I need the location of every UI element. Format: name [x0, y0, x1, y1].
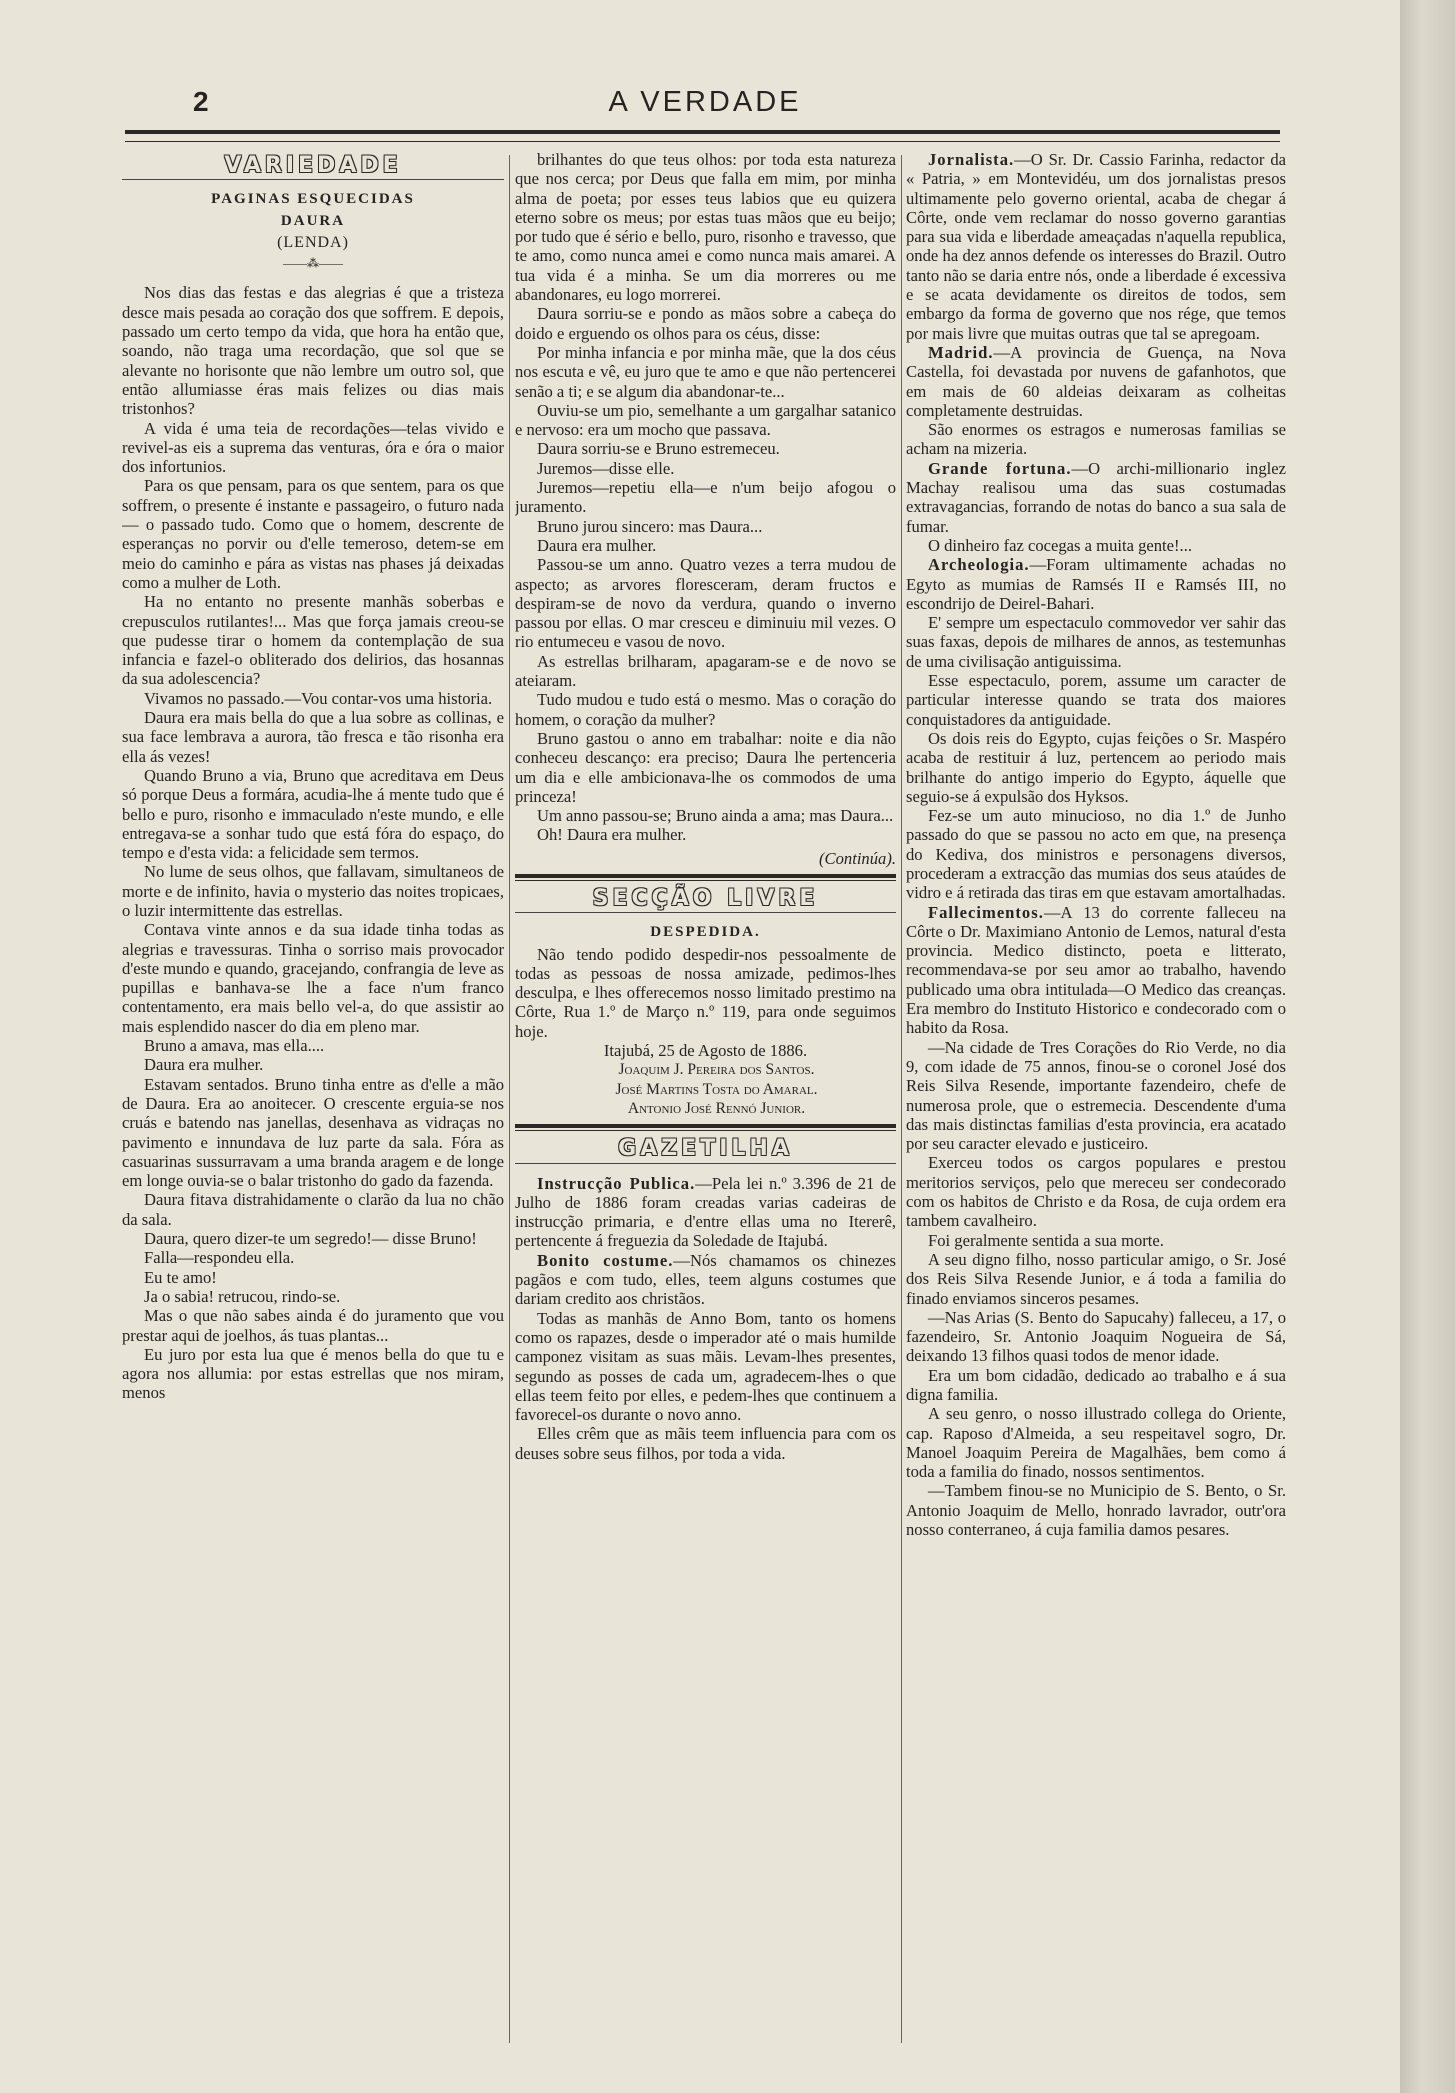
story-label: (LENDA): [277, 233, 349, 251]
section-rule: [515, 912, 896, 913]
subtitle: PAGINAS ESQUECIDAS: [211, 191, 415, 208]
item-text: —Nas Arias (S. Bento do Sapucahy) falleceu, a 17, o fazendeiro, Sr. Antonio Joaquim Nogueira de Sá, deixando 13 filhos quasi todos de menor idade.: [906, 1307, 1286, 1366]
section-rule: [515, 1124, 896, 1131]
news-body: [906, 150, 1286, 1539]
scan-edge: [1400, 0, 1455, 2093]
news-item: [906, 1153, 1286, 1230]
item-text: —Na cidade de Tres Corações do Rio Verde, no dia 9, com idade de 75 annos, finou-se o coronel José dos Reis Silva Resende, importante fazendeiro, chefe de numerosa prole, que o estremecia. Descendente d'uma das mais distinctas familias d'esta provincia, era acatado por seu caracter elevado e justiceiro.: [906, 1037, 1286, 1154]
item-text: —A 13 do corrente falleceu na Côrte o Dr. Maximiano Antonio de Lemos, natural d'esta provincia. Medico distincto, poeta e litterato, recommendava-se por seu amor ao trabalho, havendo publicado uma obra intitulada—O Medico das creanças. Era membro do Instituto Historico e condecorado com o habito da Rosa.: [906, 902, 1286, 1038]
section-rule: [515, 874, 896, 881]
news-item: [906, 1038, 1286, 1154]
story-paragraph: Daura era mulher.: [537, 535, 657, 555]
news-item: [906, 1366, 1286, 1405]
item-text: O dinheiro faz cocegas a muita gente!...: [928, 535, 1193, 555]
item-keyword: Madrid.: [928, 342, 994, 362]
story-paragraph: brilhantes do que teus olhos: por toda esta natureza que nos cerca; por Deus que falla em mim, por minha alma de poeta; por esses teus labios que eu quizera eterno sobre os meus; por estas tuas mãos que eu beijo; por tudo que é sério e bello, puro, risonho e travesso, que te amo, como nunca amei e como nunca mais amarei. A tua vida é a minha. Se um dia morreres ou me abandonares, eu logo morrerei.: [515, 150, 896, 305]
news-item: [906, 903, 1286, 1038]
news-item: [906, 1231, 1286, 1250]
story-paragraph: Daura era mais bella do que a lua sobre as collinas, e sua face lembrava a aurora, tão fresca e tão risonha era ella ás vezes!: [122, 708, 504, 766]
story-paragraph: Bruno jurou sincero: mas Daura...: [537, 516, 763, 536]
item-text: —Nós chamamos os chinezes pagãos e com tudo, elles, teem alguns costumes que dariam credito aos christãos.: [515, 1250, 896, 1309]
continua-label: (Continúa).: [819, 848, 896, 868]
story-paragraph: Oh! Daura era mulher.: [537, 825, 687, 845]
item-text: —Foram ultimamente achadas no Egyto as mumias de Ramsés II e Ramsés III, no escondrijo de Deirel-Bahari.: [906, 555, 1286, 613]
story-paragraph: Passou-se um anno. Quatro vezes a terra mudou de aspecto; as arvores floresceram, deram fructos e despiram-se de novo da verdura, quando o inverno passou por ellas. O mar cresceu e diminuiu mil vezes. O rio entumeceu e vasou de novo.: [515, 555, 896, 652]
item-text: Foi geralmente sentida a sua morte.: [928, 1230, 1164, 1250]
story-paragraph: Bruno a amava, mas ella....: [144, 1036, 325, 1056]
item-text: —Tambem finou-se no Municipio de S. Bento, o Sr. Antonio Joaquim de Mello, honrado lavrador, outr'ora nosso conterraneo, á cuja familia damos pesares.: [906, 1481, 1286, 1540]
item-text: Era um bom cidadão, dedicado ao trabalho e á sua digna familia.: [906, 1365, 1286, 1404]
story-paragraph: No lume de seus olhos, que fallavam, simultaneos de morte e de infinito, havia o mysterio das noites tropicaes, o luzir intermittente das estrellas.: [122, 862, 504, 920]
news-item: [906, 459, 1286, 536]
header-rule: [125, 130, 1280, 142]
story-paragraph: Daura sorriu-se e Bruno estremeceu.: [537, 439, 780, 459]
item-text: —Pela lei n.º 3.396 de 21 de Julho de 1886 foram creadas varias cadeiras de instrucção primaria, e d'entre ellas uma no Itererê, pertencente á freguezia da Soledade de Itajubá.: [515, 1173, 896, 1251]
story-paragraph: Juremos—disse elle.: [537, 458, 675, 478]
news-item: [515, 1174, 896, 1251]
news-item: [906, 343, 1286, 420]
story-paragraph: Um anno passou-se; Bruno ainda a ama; mas Daura...: [537, 806, 894, 826]
story-paragraph: Bruno gastou o anno em trabalhar: noite e dia não conheceu descanço: era preciso; Daura lhe pertenceria um dia e elle ambicionava-lhe os commodos de uma princeza!: [515, 728, 896, 806]
item-text: —O archi-millionario inglez Machay realisou uma das suas costumadas extravagancias, forrando de notas do banco a sua sala de fumar.: [906, 458, 1286, 536]
news-item: [515, 1309, 896, 1425]
signature: Antonio José Rennó Junior.: [627, 1099, 806, 1117]
column-divider: [901, 155, 902, 2043]
column-divider: [509, 155, 510, 2043]
section-title-seccao-livre: SECÇÃO LIVRE: [592, 885, 819, 911]
story-paragraph: Nos dias das festas e das alegrias é que a tristeza desce mais pesada ao coração dos que soffrem. E depois, passado um certo tempo da vida, que hora ha então que, soando, não traga uma recordação, que sol que se alevante no horisonte que não lembre um outro sol, que então allumiasse éras mais felizes ou dias mais tristonhos?: [122, 283, 504, 419]
story-paragraph: Daura sorriu-se e pondo as mãos sobre a cabeça do doido e erguendo os olhos para os céus, disse:: [515, 304, 896, 343]
story-paragraph: Contava vinte annos e da sua idade tinha todas as alegrias e travessuras. Tinha o sorriso mais provocador d'este mundo e quando, gracejando, confrangia de leve as pupillas e banhava-se lhe a face n'um franco contentamento, era mais bello vel-a, do que assistir ao mais esplendido nascer do dia em pleno mar.: [122, 920, 504, 1036]
item-text: Todas as manhãs de Anno Bom, tanto os homens como os rapazes, desde o imperador até o mais humilde camponez visitam as suas mãis. Levam-lhes presentes, segundo as posses de cada um, agradecem-lhes o que ellas teem feito por elles, e pedem-lhes que continuem a favorecel-os durante o novo anno.: [515, 1308, 896, 1425]
news-item: [906, 613, 1286, 671]
news-item: [906, 1404, 1286, 1481]
story-continuation: [515, 150, 896, 845]
story-paragraph: Por minha infancia e por minha mãe, que la dos céus nos escuta e vê, eu juro que te amo e que não pertencerei senão a ti; e se algum dia abandonar-te...: [515, 342, 896, 401]
item-text: Esse espectaculo, porem, assume um caracter de particular interesse quando se trata dos maiores conquistadores da antiguidade.: [906, 671, 1286, 729]
item-text: —A provincia de Guença, na Nova Castella, foi devastada por nuvens de gafanhotos, que em mais de 60 aldeias deixaram as colheitas completamente destruidas.: [906, 342, 1286, 420]
news-item: [906, 420, 1286, 459]
item-text: Elles crêm que as mãis teem influencia para com os deuses sobre seus filhos, por toda a vida.: [515, 1424, 896, 1463]
item-keyword: Grande fortuna.: [928, 458, 1072, 478]
story-paragraph: Tudo mudou e tudo está o mesmo. Mas o coração do homem, o coração da mulher?: [515, 690, 896, 729]
news-item: [906, 671, 1286, 729]
news-item: [906, 1481, 1286, 1539]
story-paragraph: Daura fitava distrahidamente o clarão da lua no chão da sala.: [122, 1190, 504, 1229]
story-paragraph: A vida é uma teia de recordações—telas vivido e revivel-as eis a suprema das venturas, óra e óra o maior dos infortunios.: [122, 418, 504, 477]
column-middle: [515, 150, 896, 2043]
page-header: [125, 80, 1285, 130]
news-item: [906, 150, 1286, 343]
item-text: Exerceu todos os cargos populares e prestou meritorios serviços, pelo que mereceu ser condecorado com os habitos de Christo e da Rosa, de cuja ordem era tambem cavalheiro.: [906, 1153, 1286, 1231]
story-paragraph: Vivamos no passado.—Vou contar-vos uma historia.: [144, 688, 493, 708]
section-rule: [122, 179, 504, 180]
news-item: [515, 1424, 896, 1463]
signature: Joaquim J. Pereira dos Santos.: [618, 1061, 815, 1079]
story-paragraph: Mas o que não sabes ainda é do juramento que vou prestar aqui de joelhos, ás tuas plantas...: [122, 1306, 504, 1345]
story-paragraph: Ja o sabia! retrucou, rindo-se.: [144, 1286, 341, 1306]
news-item: [906, 806, 1286, 902]
item-keyword: Archeologia.: [928, 555, 1030, 575]
section-title-variedade: VARIEDADE: [224, 153, 402, 178]
item-text: Os dois reis do Egypto, cujas feições o Sr. Maspéro acaba de restituir á luz, pertencem ao periodo mais brilhante do antigo imperio do Egypto, áquelle que seguio-se á expulsão dos Hyksos.: [906, 728, 1286, 806]
item-text: A seu digno filho, nosso particular amigo, o Sr. José dos Reis Silva Resende Junior, e á toda a familia do finado enviamos sinceros pesames.: [906, 1249, 1286, 1308]
story-paragraph: Estavam sentados. Bruno tinha entre as d'elle a mão de Daura. Era ao anoitecer. O crescente erguia-se nos cruás e batendo nas janellas, desenhava as vidraças no pavimento e innundava de luz parte da sala. Fóra as casuarinas sussurravam a uma branda aragem e de longe em longe ouvia-se o balar tristonho do gado da fazenda.: [122, 1074, 504, 1191]
story-paragraph: Para os que pensam, para os que sentem, para os que soffrem, o presente é instante e passageiro, o futuro nada — o passado tudo. Como que o homem, descrente de esperanças no porvir ou d'elle temeroso, detem-se em meio do caminho e pára as vistas nas phases já deixadas como a mulher de Loth.: [122, 476, 504, 592]
story-paragraph: Daura era mulher.: [144, 1055, 264, 1075]
story-paragraph: Quando Bruno a via, Bruno que acreditava em Deus só porque Deus a formára, acudia-lhe á mente tudo que é bello e puro, risonho e immaculado n'este mundo, e elle entregava-se a sonhar tudo que está fóra do espaço, do tempo e d'esta vida: a felicidade sem termos.: [122, 765, 504, 863]
section-title-gazetilha: GAZETILHA: [618, 1136, 793, 1162]
despedida-date: Itajubá, 25 de Agosto de 1886.: [603, 1041, 808, 1061]
item-text: Fez-se um auto minucioso, no dia 1.º de Junho passado do que se passou no acto em que, na presença do Kediva, dos ministros e personagens diversos, procederam a extracção das mumias dos seus ataúdes de vidro e á retirada das tiras em que estavam amortalhadas.: [906, 806, 1286, 903]
item-keyword: Bonito costume.: [537, 1250, 674, 1270]
story-body: [122, 283, 504, 1402]
story-paragraph: Daura, quero dizer-te um segredo!— disse Bruno!: [144, 1229, 477, 1249]
gazetilha-body: [515, 1174, 896, 1463]
item-text: E' sempre um espectaculo commovedor ver sahir das suas faxas, depois de milhares de annos, as testemunhas de uma civilisação antiguissima.: [906, 613, 1286, 671]
news-item: [906, 729, 1286, 806]
column-news: [906, 150, 1286, 2043]
page-number: 2: [193, 86, 209, 117]
column-variedade: [122, 150, 504, 2043]
story-paragraph: Falla—respondeu ella.: [144, 1248, 295, 1268]
item-keyword: Fallecimentos.: [928, 902, 1044, 922]
story-title: DAURA: [280, 212, 346, 229]
story-paragraph: Juremos—repetiu ella—e n'um beijo afogou o juramento.: [515, 478, 896, 517]
ornament: ——⁂——: [283, 256, 343, 271]
news-item: [906, 1308, 1286, 1366]
story-paragraph: Eu juro por esta lua que é menos bella do que tu e agora nos allumia: por estas estrellas que nos miram, menos: [122, 1344, 504, 1403]
news-item: [906, 536, 1286, 555]
story-paragraph: As estrellas brilharam, apagaram-se e de novo se ateiaram.: [515, 651, 896, 691]
signature: José Martins Tosta do Amaral.: [615, 1080, 818, 1098]
item-text: São enormes os estragos e numerosas familias se acham na mizeria.: [906, 420, 1286, 459]
news-item: [515, 1251, 896, 1309]
news-item: [906, 1250, 1286, 1308]
story-paragraph: Ouviu-se um pio, semelhante a um gargalhar satanico e nervoso: era um mocho que passava.: [515, 400, 896, 440]
item-keyword: Jornalista.: [928, 150, 1015, 169]
item-keyword: Instrucção Publica.: [537, 1173, 696, 1193]
news-item: [906, 555, 1286, 613]
newspaper-title: A VERDADE: [608, 86, 802, 118]
item-text: A seu genro, o nosso illustrado collega do Oriente, cap. Raposo d'Almeida, a seu respeitavel sogro, Dr. Manoel Joaquim Pereira de Magalhães, bem como á toda a familia do finado, nossos sentimentos.: [906, 1404, 1286, 1482]
item-text: —O Sr. Dr. Cassio Farinha, redactor da « Patria, » em Montevidéu, um dos jornalistas presos ultimamente pelo governo oriental, acaba de chegar á Côrte, onde vem reclamar do nosso governo garantias para sua vida e liberdade ameaçadas n'aquella republica, onde ha dez annos defende os interesses do Brazil. Outro tanto não se daria entre nós, onde a liberdade é excessiva e se acata devidamente os direitos de todos, sem embargo da forma de governo que nos rége, que temos por mais livre que muitas outras que tal se apregoam.: [906, 150, 1286, 343]
section-rule: [515, 1163, 896, 1164]
despedida-title: DESPEDIDA.: [650, 924, 761, 941]
signature-list: [515, 1060, 896, 1118]
despedida-text: Não tendo podido despedir-nos pessoalmente de todas as pessoas de nossa amizade, pedimos-lhes desculpa, e lhes offerecemos nosso limitado prestimo na Côrte, Rua 1.º de Março n.º 119, para onde seguimos hoje.: [515, 944, 896, 1041]
story-paragraph: Eu te amo!: [144, 1267, 217, 1287]
story-paragraph: Ha no entanto no presente manhãs soberbas e crepusculos rutilantes!... Mas que força jamais creou-se que pudesse tirar o homem da contemplação de sua infancia e fazel-o obliterado dos delirios, das hosannas da sua adolescencia?: [122, 592, 504, 689]
